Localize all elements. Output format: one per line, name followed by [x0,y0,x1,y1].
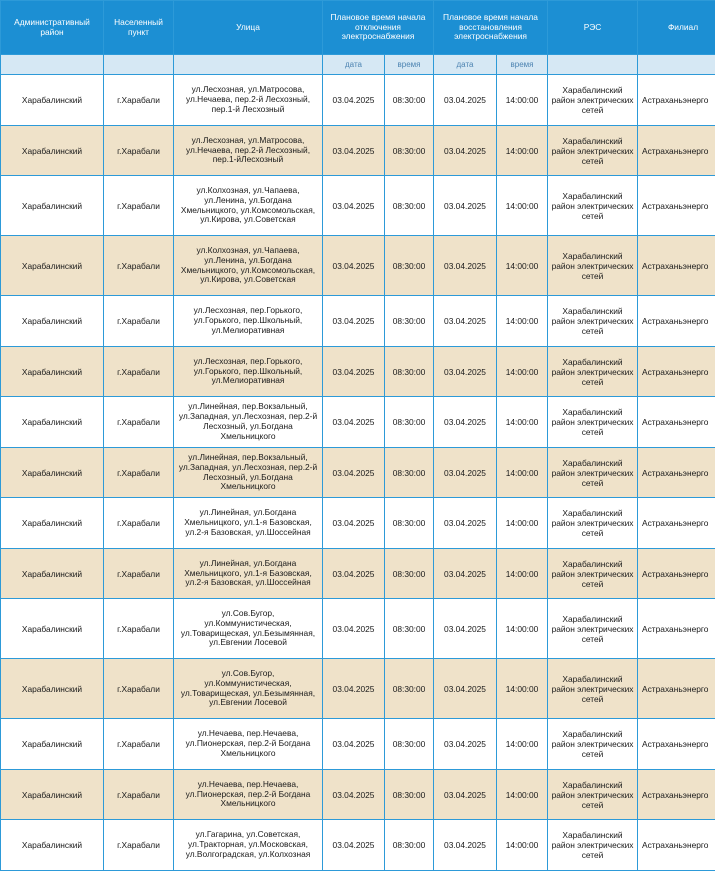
table-row [1,549,715,599]
cell-res: Харабалинский район электрических сетей [548,397,638,448]
cell-street: ул.Лесхозная, пер.Горького, ул.Горького, пер.Школьный, ул.Мелиоративная [174,296,323,347]
cell-off-date: 03.04.2025 [323,296,385,347]
cell-res: Харабалинский район электрических сетей [548,448,638,498]
cell-off-time: 08:30:00 [385,599,434,659]
cell-street: ул.Линейная, пер.Вокзальный, ул.Западная, ул.Лесхозная, пер.2-й Лесхозный, ул.Богдана Хмельницкого [174,397,323,448]
table-row [1,659,715,719]
table-row [1,397,715,448]
cell-res: Харабалинский район электрических сетей [548,820,638,871]
cell-settlement: г.Харабали [104,599,174,659]
cell-on-date: 03.04.2025 [434,820,497,871]
cell-res: Харабалинский район электрических сетей [548,549,638,599]
cell-off-date: 03.04.2025 [323,549,385,599]
cell-settlement: г.Харабали [104,347,174,397]
table-row [1,296,715,347]
cell-on-time: 14:00:00 [497,498,548,549]
table-row [1,498,715,549]
table-row [1,126,715,176]
cell-branch: Астраханьэнерго [638,659,715,719]
cell-street: ул.Лесхозная, ул.Матросова, ул.Нечаева, пер.2-й Лесхозный, пер.1-йЛесхозный [174,126,323,176]
cell-district: Харабалинский [1,347,104,397]
cell-off-time: 08:30:00 [385,397,434,448]
subheader-blank [548,55,638,75]
cell-street: ул.Нечаева, пер.Нечаева, ул.Пионерская, пер.2-й Богдана Хмельницкого [174,770,323,820]
cell-off-date: 03.04.2025 [323,498,385,549]
cell-on-time: 14:00:00 [497,659,548,719]
cell-off-date: 03.04.2025 [323,75,385,126]
cell-off-date: 03.04.2025 [323,347,385,397]
cell-district: Харабалинский [1,236,104,296]
cell-off-time: 08:30:00 [385,347,434,397]
cell-branch: Астраханьэнерго [638,820,715,871]
header-street: Улица [174,1,323,55]
cell-off-date: 03.04.2025 [323,820,385,871]
table-row [1,820,715,871]
header-row [1,1,715,55]
cell-off-date: 03.04.2025 [323,126,385,176]
cell-street: ул.Колхозная, ул.Чапаева, ул.Ленина, ул.Богдана Хмельницкого, ул.Комсомольская, ул.Кирова, ул.Советская [174,236,323,296]
cell-on-time: 14:00:00 [497,719,548,770]
cell-district: Харабалинский [1,296,104,347]
cell-on-date: 03.04.2025 [434,75,497,126]
header-district: Административный район [1,1,104,55]
cell-branch: Астраханьэнерго [638,599,715,659]
cell-res: Харабалинский район электрических сетей [548,75,638,126]
cell-street: ул.Линейная, пер.Вокзальный, ул.Западная, ул.Лесхозная, пер.2-й Лесхозный, ул.Богдана Хмельницкого [174,448,323,498]
cell-settlement: г.Харабали [104,498,174,549]
cell-district: Харабалинский [1,549,104,599]
cell-on-time: 14:00:00 [497,347,548,397]
subheader-row [1,55,715,75]
cell-res: Харабалинский район электрических сетей [548,236,638,296]
cell-settlement: г.Харабали [104,176,174,236]
cell-branch: Астраханьэнерго [638,176,715,236]
cell-on-date: 03.04.2025 [434,176,497,236]
cell-on-time: 14:00:00 [497,397,548,448]
cell-street: ул.Лесхозная, ул.Матросова, ул.Нечаева, пер.2-й Лесхозный, пер.1-й Лесхозный [174,75,323,126]
cell-off-date: 03.04.2025 [323,236,385,296]
table-row [1,75,715,126]
cell-settlement: г.Харабали [104,820,174,871]
cell-street: ул.Линейная, ул.Богдана Хмельницкого, ул.1-я Базовская, ул.2-я Базовская, ул.Шоссейная [174,498,323,549]
table-row [1,770,715,820]
cell-res: Харабалинский район электрических сетей [548,347,638,397]
cell-district: Харабалинский [1,659,104,719]
cell-res: Харабалинский район электрических сетей [548,498,638,549]
cell-branch: Астраханьэнерго [638,498,715,549]
cell-on-date: 03.04.2025 [434,236,497,296]
cell-on-time: 14:00:00 [497,176,548,236]
cell-off-date: 03.04.2025 [323,770,385,820]
cell-on-time: 14:00:00 [497,296,548,347]
cell-district: Харабалинский [1,126,104,176]
cell-off-date: 03.04.2025 [323,659,385,719]
table-row [1,599,715,659]
subheader-off-date: дата [323,55,385,75]
cell-on-date: 03.04.2025 [434,397,497,448]
cell-district: Харабалинский [1,448,104,498]
cell-off-time: 08:30:00 [385,549,434,599]
cell-branch: Астраханьэнерго [638,126,715,176]
cell-on-date: 03.04.2025 [434,659,497,719]
cell-res: Харабалинский район электрических сетей [548,719,638,770]
subheader-blank [638,55,715,75]
cell-settlement: г.Харабали [104,236,174,296]
table-row [1,719,715,770]
cell-on-time: 14:00:00 [497,599,548,659]
table-body [1,75,715,871]
cell-res: Харабалинский район электрических сетей [548,659,638,719]
cell-on-date: 03.04.2025 [434,126,497,176]
cell-off-time: 08:30:00 [385,126,434,176]
header-restore-time: Плановое время начала восстановления электроснабжения [434,1,548,55]
cell-on-date: 03.04.2025 [434,498,497,549]
cell-res: Харабалинский район электрических сетей [548,296,638,347]
header-branch: Филиал [638,1,715,55]
header-res: РЭС [548,1,638,55]
cell-settlement: г.Харабали [104,770,174,820]
cell-settlement: г.Харабали [104,397,174,448]
cell-res: Харабалинский район электрических сетей [548,126,638,176]
cell-settlement: г.Харабали [104,549,174,599]
cell-off-date: 03.04.2025 [323,719,385,770]
cell-street: ул.Сов.Бугор, ул.Коммунистическая, ул.Товарищеская, ул.Безымянная, ул.Евгении Лосевой [174,659,323,719]
cell-street: ул.Линейная, ул.Богдана Хмельницкого, ул.1-я Базовская, ул.2-я Базовская, ул.Шоссейная [174,549,323,599]
subheader-on-date: дата [434,55,497,75]
cell-district: Харабалинский [1,397,104,448]
cell-district: Харабалинский [1,498,104,549]
cell-branch: Астраханьэнерго [638,770,715,820]
cell-off-time: 08:30:00 [385,75,434,126]
cell-off-time: 08:30:00 [385,659,434,719]
cell-street: ул.Гагарина, ул.Советская, ул.Тракторная, ул.Московская, ул.Волгоградская, ул.Колхозная [174,820,323,871]
header-settlement: Населенный пункт [104,1,174,55]
subheader-on-time: время [497,55,548,75]
cell-res: Харабалинский район электрических сетей [548,176,638,236]
subheader-off-time: время [385,55,434,75]
subheader-blank [1,55,104,75]
cell-branch: Астраханьэнерго [638,296,715,347]
cell-on-date: 03.04.2025 [434,549,497,599]
table-row [1,176,715,236]
cell-on-time: 14:00:00 [497,448,548,498]
table-row [1,347,715,397]
cell-off-time: 08:30:00 [385,820,434,871]
subheader-blank [104,55,174,75]
cell-on-date: 03.04.2025 [434,347,497,397]
cell-settlement: г.Харабали [104,126,174,176]
cell-settlement: г.Харабали [104,719,174,770]
cell-street: ул.Колхозная, ул.Чапаева, ул.Ленина, ул.Богдана Хмельницкого, ул.Комсомольская, ул.Кирова, ул.Советская [174,176,323,236]
cell-on-date: 03.04.2025 [434,599,497,659]
cell-branch: Астраханьэнерго [638,347,715,397]
cell-res: Харабалинский район электрических сетей [548,770,638,820]
cell-res: Харабалинский район электрических сетей [548,599,638,659]
cell-on-time: 14:00:00 [497,126,548,176]
cell-on-time: 14:00:00 [497,75,548,126]
cell-on-time: 14:00:00 [497,820,548,871]
cell-street: ул.Сов.Бугор, ул.Коммунистическая, ул.Товарищеская, ул.Безымянная, ул.Евгении Лосевой [174,599,323,659]
cell-on-time: 14:00:00 [497,549,548,599]
cell-off-time: 08:30:00 [385,448,434,498]
cell-branch: Астраханьэнерго [638,397,715,448]
cell-off-time: 08:30:00 [385,176,434,236]
table-row [1,236,715,296]
cell-settlement: г.Харабали [104,448,174,498]
cell-district: Харабалинский [1,176,104,236]
cell-street: ул.Лесхозная, пер.Горького, ул.Горького, пер.Школьный, ул.Мелиоративная [174,347,323,397]
cell-branch: Астраханьэнерго [638,236,715,296]
cell-off-date: 03.04.2025 [323,448,385,498]
cell-branch: Астраханьэнерго [638,75,715,126]
cell-off-time: 08:30:00 [385,236,434,296]
header-off-time: Плановое время начала отключения электроснабжения [323,1,434,55]
cell-off-time: 08:30:00 [385,296,434,347]
cell-district: Харабалинский [1,770,104,820]
subheader-blank [174,55,323,75]
cell-district: Харабалинский [1,719,104,770]
cell-district: Харабалинский [1,75,104,126]
cell-off-date: 03.04.2025 [323,599,385,659]
cell-district: Харабалинский [1,820,104,871]
cell-off-time: 08:30:00 [385,719,434,770]
cell-off-date: 03.04.2025 [323,176,385,236]
cell-on-date: 03.04.2025 [434,296,497,347]
table-row [1,448,715,498]
cell-on-date: 03.04.2025 [434,770,497,820]
cell-on-date: 03.04.2025 [434,719,497,770]
cell-district: Харабалинский [1,599,104,659]
cell-on-time: 14:00:00 [497,236,548,296]
cell-settlement: г.Харабали [104,75,174,126]
cell-branch: Астраханьэнерго [638,448,715,498]
cell-settlement: г.Харабали [104,296,174,347]
cell-off-date: 03.04.2025 [323,397,385,448]
cell-on-time: 14:00:00 [497,770,548,820]
table-header [1,1,715,75]
cell-street: ул.Нечаева, пер.Нечаева, ул.Пионерская, пер.2-й Богдана Хмельницкого [174,719,323,770]
cell-off-time: 08:30:00 [385,498,434,549]
cell-on-date: 03.04.2025 [434,448,497,498]
cell-branch: Астраханьэнерго [638,719,715,770]
cell-settlement: г.Харабали [104,659,174,719]
cell-off-time: 08:30:00 [385,770,434,820]
cell-branch: Астраханьэнерго [638,549,715,599]
